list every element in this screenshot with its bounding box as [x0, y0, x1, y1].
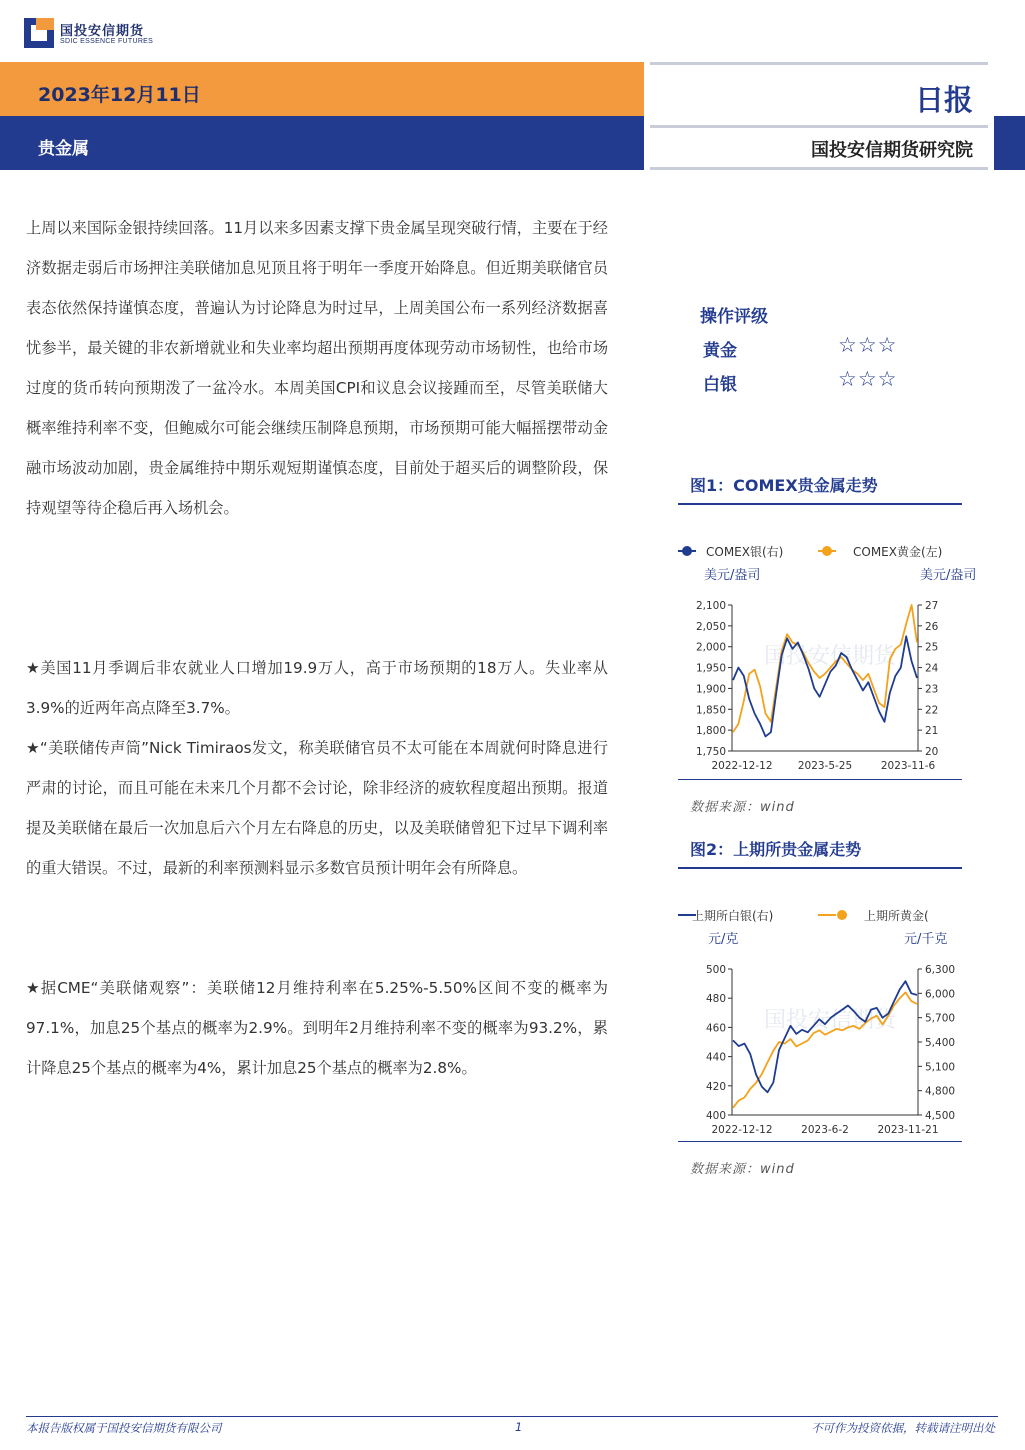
- plot-area: [706, 964, 955, 1136]
- rating-title: 操作评级: [700, 307, 768, 327]
- footer-copyright: 本报告版权属于国投安信期货有限公司: [26, 1421, 222, 1435]
- legend: [678, 908, 929, 923]
- footer-rule: [26, 1416, 998, 1417]
- y-tick-label-left: 1,850: [695, 704, 726, 717]
- legend-marker: [837, 910, 847, 920]
- figure-rule: [678, 867, 962, 869]
- legend-label: COMEX银(右): [706, 545, 784, 559]
- y-tick-label-left: 2,050: [695, 620, 726, 633]
- shfe-chart: [676, 899, 966, 1141]
- header-divider: [650, 125, 988, 128]
- y-tick-label-left: 420: [705, 1080, 726, 1093]
- y-tick-label-left: 1,800: [695, 725, 726, 738]
- y-tick-label-right: 22: [925, 704, 939, 717]
- institute-name: 国投安信期货研究院: [811, 140, 973, 161]
- x-tick-label: 2023-11-6: [880, 760, 936, 772]
- legend-label: 上期所黄金(: [864, 909, 929, 923]
- page-number: 1: [515, 1420, 523, 1434]
- logo-english: SDIC ESSENCE FUTURES: [60, 38, 154, 45]
- x-tick-label: 2022-12-12: [711, 1124, 773, 1136]
- report-type: 日报: [914, 83, 973, 117]
- bullet-paragraph: ★“美联储传声筒”Nick Timiraos发文，称美联储官员不太可能在本周就何时降息进行严肃的讨论，而且可能在未来几个月都不会讨论，除非经济的疲软程度超出预期。报道提及美联储在最后一次加息后六个月左右降息的历史，以及美联储曾犯下过早下调利率的重大错误。不过，最新的利率预测料显示多数官员预计明年会有所降息。: [26, 739, 608, 877]
- y-axis-unit-left: 美元/盎司: [704, 568, 761, 583]
- header-divider: [650, 62, 988, 65]
- category-bar: [0, 116, 644, 170]
- report-category: 贵金属: [38, 139, 89, 159]
- legend: [678, 544, 942, 559]
- y-tick-label-left: 2,100: [695, 600, 726, 612]
- y-tick-label-left: 460: [705, 1022, 726, 1035]
- y-tick-label-right: 6,300: [925, 964, 956, 976]
- y-tick-label-left: 440: [705, 1051, 726, 1064]
- plot-area: [696, 600, 939, 772]
- bullet-paragraph: ★据CME“美联储观察”：美联储12月维持利率在5.25%-5.50%区间不变的概率为97.1%，加息25个基点的概率为2.9%。到明年2月维持利率不变的概率为93.2%，累计降息25个基点的概率为4%，累计加息25个基点的概率为2.8%。: [26, 979, 608, 1077]
- figure-title: 图2：上期所贵金属走势: [690, 840, 862, 859]
- y-tick-label-right: 23: [925, 683, 939, 696]
- footer-disclaimer: 不可作为投资依据，转载请注明出处: [811, 1421, 995, 1435]
- y-tick-label-right: 25: [925, 641, 939, 654]
- header-divider: [650, 167, 988, 170]
- rating-stars: ☆☆☆: [838, 367, 898, 391]
- figure-source: 数据来源：wind: [690, 1162, 795, 1177]
- y-tick-label-left: 1,900: [695, 683, 726, 696]
- figure-title: 图1：COMEX贵金属走势: [690, 476, 878, 495]
- report-date: 2023年12月11日: [38, 84, 201, 106]
- logo-icon: [24, 18, 54, 48]
- y-tick-label-right: 26: [925, 620, 939, 633]
- y-tick-label-left: 400: [705, 1110, 726, 1122]
- y-tick-label-right: 6,000: [925, 988, 956, 1001]
- figure-rule: [678, 1141, 962, 1142]
- y-tick-label-right: 5,400: [925, 1037, 956, 1049]
- x-tick-label: 2022-12-12: [711, 760, 773, 772]
- y-tick-label-left: 500: [705, 964, 726, 976]
- x-tick-label: 2023-6-2: [801, 1124, 849, 1136]
- y-axis-unit-left: 元/克: [708, 932, 739, 947]
- legend-marker: [682, 546, 692, 556]
- logo-name: 国投安信期货: [60, 24, 145, 39]
- y-tick-label-left: 1,750: [695, 746, 726, 758]
- y-axis-unit-right: 美元/盎司: [920, 568, 977, 583]
- legend-label: 上期所白银(右): [692, 909, 774, 923]
- y-tick-label-left: 480: [705, 993, 726, 1006]
- y-tick-label-right: 24: [925, 662, 939, 675]
- rating-stars: ☆☆☆: [838, 333, 898, 357]
- y-tick-label-right: 5,100: [925, 1061, 956, 1074]
- legend-marker: [822, 546, 832, 556]
- watermark: 国投安信期货: [764, 644, 897, 669]
- y-tick-label-right: 20: [925, 746, 939, 758]
- figure-rule: [678, 503, 962, 505]
- y-tick-label-right: 21: [925, 725, 939, 738]
- legend-label: COMEX黄金(左): [853, 545, 943, 559]
- y-tick-label-right: 5,700: [925, 1012, 956, 1025]
- header-accent: [994, 116, 1025, 170]
- x-tick-label: 2023-5-25: [797, 760, 853, 772]
- rating-name: 白银: [703, 375, 737, 395]
- summary-paragraph: 上周以来国际金银持续回落。11月以来多因素支撑下贵金属呈现突破行情，主要在于经济数据走弱后市场押注美联储加息见顶且将于明年一季度开始降息。但近期美联储官员表态依然保持谨慎态度，普遍认为讨论降息为时过早，上周美国公布一系列经济数据喜忧参半，最关键的非农新增就业和失业率均超出预期再度体现劳动市场韧性，也给市场过度的货币转向预期泼了一盆冷水。本周美国CPI和议息会议接踵而至，尽管美联储大概率维持利率不变，但鲍威尔可能会继续压制降息预期，市场预期可能大幅摇摆带动金融市场波动加剧，贵金属维持中期乐观短期谨慎态度，目前处于超买后的调整阶段，保持观望等待企稳后再入场机会。: [26, 219, 608, 517]
- bullet-paragraph: ★美国11月季调后非农就业人口增加19.9万人，高于市场预期的18万人。失业率从3.9%的近两年高点降至3.7%。: [26, 659, 608, 717]
- y-tick-label-right: 4,800: [925, 1085, 956, 1098]
- x-tick-label: 2023-11-21: [877, 1124, 939, 1136]
- y-tick-label-right: 4,500: [925, 1110, 956, 1122]
- figure-rule: [678, 779, 962, 780]
- y-tick-label-left: 1,950: [695, 662, 726, 675]
- figure-source: 数据来源：wind: [690, 800, 795, 815]
- y-axis-unit-right: 元/千克: [904, 932, 948, 947]
- comex-chart: [676, 535, 977, 777]
- rating-name: 黄金: [703, 341, 737, 361]
- y-tick-label-right: 27: [925, 600, 939, 612]
- watermark: 国投安信期货: [764, 1008, 897, 1033]
- y-tick-label-left: 2,000: [695, 641, 726, 654]
